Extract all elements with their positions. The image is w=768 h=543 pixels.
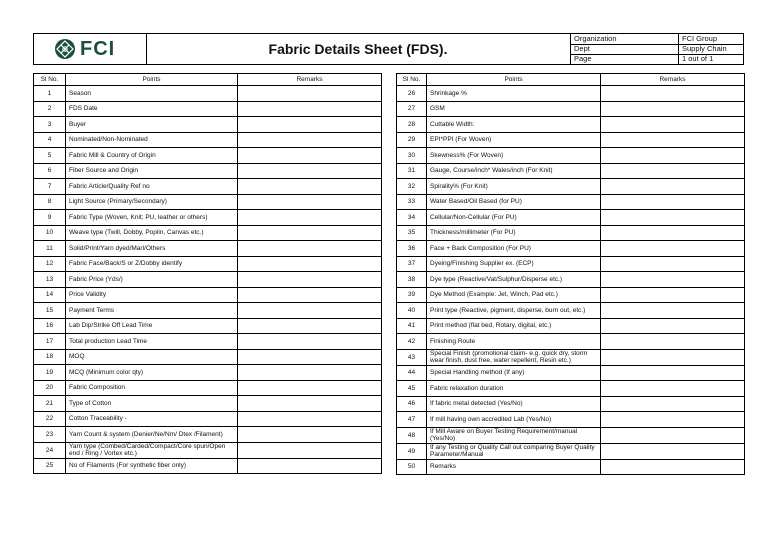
row-number: 22: [34, 411, 66, 427]
row-remarks-field[interactable]: [601, 117, 745, 133]
row-number: 9: [34, 210, 66, 226]
row-point: EPI*PPI (For Woven): [427, 132, 601, 148]
row-remarks-field[interactable]: [601, 303, 745, 319]
row-remarks-field[interactable]: [238, 225, 382, 241]
col-header-points: Points: [66, 74, 238, 86]
row-point: Fabric Mill & Country of Origin: [66, 148, 238, 164]
row-remarks-field[interactable]: [601, 396, 745, 412]
table-row: [397, 163, 745, 179]
meta-key: Dept: [574, 44, 590, 53]
row-remarks-field[interactable]: [238, 334, 382, 350]
row-point: Fabric Type (Woven, Knit; PU, leather or others): [66, 210, 238, 226]
table-row: [397, 148, 745, 164]
row-remarks-field[interactable]: [238, 349, 382, 365]
row-number: 6: [34, 163, 66, 179]
table-row: [397, 225, 745, 241]
row-point: Cuttable Width:: [427, 117, 601, 133]
meta-row-dept: [570, 44, 743, 54]
col-header-points: Points: [427, 74, 601, 86]
row-point: Fabric Price (Yds/): [66, 272, 238, 288]
table-row: [397, 241, 745, 257]
logo-cell: [34, 34, 147, 64]
row-number: 1: [34, 86, 66, 102]
table-row: [397, 365, 745, 381]
row-remarks-field[interactable]: [238, 380, 382, 396]
row-point: Buyer: [66, 117, 238, 133]
row-remarks-field[interactable]: [238, 287, 382, 303]
table-row: [397, 459, 745, 475]
row-point: Dye Method (Example: Jet, Winch, Pad etc.): [427, 287, 601, 303]
fci-logo: [54, 38, 115, 60]
table-row: [397, 349, 745, 365]
row-number: 2: [34, 101, 66, 117]
row-point: Special Handling method (If any): [427, 365, 601, 381]
table-row: [34, 163, 382, 179]
row-number: 5: [34, 148, 66, 164]
row-point: Nominated/Non-Nominated: [66, 132, 238, 148]
row-number: 20: [34, 380, 66, 396]
logo-text: FCI: [80, 37, 116, 60]
row-remarks-field[interactable]: [238, 163, 382, 179]
row-number: 27: [397, 101, 427, 117]
table-row: [34, 349, 382, 365]
table-row: [34, 210, 382, 226]
table-row: [34, 334, 382, 350]
row-remarks-field[interactable]: [238, 256, 382, 272]
meta-divider: [678, 34, 679, 64]
col-header-sl: Sl No.: [397, 74, 427, 86]
table-row: [397, 179, 745, 195]
row-point: Dye type (Reactive/Vat/Sulphur/Disperse etc.): [427, 272, 601, 288]
row-point: Print type (Reactive, pigment, disperse, burn out, etc.): [427, 303, 601, 319]
row-remarks-field[interactable]: [601, 241, 745, 257]
table-row: [397, 132, 745, 148]
row-remarks-field[interactable]: [238, 318, 382, 334]
row-remarks-field[interactable]: [238, 194, 382, 210]
row-point: Print method (flat bed, Rotary, digital, etc.): [427, 318, 601, 334]
row-number: 36: [397, 241, 427, 257]
meta-row-organization: [570, 34, 743, 44]
row-remarks-field[interactable]: [601, 148, 745, 164]
row-number: 43: [397, 349, 427, 365]
row-point: Payment Terms: [66, 303, 238, 319]
meta-row-page: [570, 54, 743, 64]
row-point: Finishing Route: [427, 334, 601, 350]
row-point: If mill having own accredited Lab (Yes/No): [427, 412, 601, 428]
row-number: 15: [34, 303, 66, 319]
row-point: If fabric metal detected (Yes/No): [427, 396, 601, 412]
table-row: [34, 132, 382, 148]
meta-value: Supply Chain: [682, 44, 727, 53]
col-header-remarks: Remarks: [601, 74, 745, 86]
row-number: 35: [397, 225, 427, 241]
table-row: [397, 117, 745, 133]
points-table-right: [396, 73, 745, 475]
document-title: Fabric Details Sheet (FDS).: [146, 34, 571, 64]
row-point: Fabric Composition: [66, 380, 238, 396]
row-point: Skewness% (For Woven): [427, 148, 601, 164]
table-row: [34, 303, 382, 319]
row-point: Dyeing/Finishing Supplier ex. (ECP): [427, 256, 601, 272]
table-row: [34, 117, 382, 133]
table-row: [397, 287, 745, 303]
table-row: [397, 412, 745, 428]
row-number: 3: [34, 117, 66, 133]
table-row: [397, 381, 745, 397]
row-point: If any Testing or Quality Call out comparing Buyer Quality Parameter/Manual: [427, 443, 601, 459]
table-row: [34, 272, 382, 288]
row-remarks-field[interactable]: [601, 256, 745, 272]
table-row: [34, 194, 382, 210]
col-header-sl: Sl No.: [34, 74, 66, 86]
row-number: 19: [34, 365, 66, 381]
table-row: [397, 210, 745, 226]
row-number: 32: [397, 179, 427, 195]
table-row: [34, 148, 382, 164]
row-remarks-field[interactable]: [601, 427, 745, 443]
row-number: 12: [34, 256, 66, 272]
table-row: [397, 303, 745, 319]
meta-key: Page: [574, 54, 592, 63]
row-number: 50: [397, 459, 427, 475]
row-point: Special Finish (promotional claim- e.g. quick dry, storm wear finish, dust free, water repellent, Resin etc.): [427, 349, 601, 365]
row-number: 41: [397, 318, 427, 334]
row-number: 38: [397, 272, 427, 288]
table-row: [34, 458, 382, 474]
row-remarks-field[interactable]: [238, 101, 382, 117]
row-remarks-field[interactable]: [601, 132, 745, 148]
row-number: 23: [34, 427, 66, 443]
table-row: [34, 225, 382, 241]
row-point: Season: [66, 86, 238, 102]
row-remarks-field[interactable]: [238, 458, 382, 474]
row-number: 26: [397, 86, 427, 102]
row-number: 30: [397, 148, 427, 164]
row-remarks-field[interactable]: [601, 225, 745, 241]
row-number: 4: [34, 132, 66, 148]
row-point: Gauge, Course/inch* Wales/inch (For Knit): [427, 163, 601, 179]
row-point: Cellular/Non-Cellular (For PU): [427, 210, 601, 226]
row-remarks-field[interactable]: [601, 163, 745, 179]
table-row: [397, 86, 745, 102]
points-table-left: [33, 73, 382, 474]
row-number: 37: [397, 256, 427, 272]
row-number: 18: [34, 349, 66, 365]
row-number: 46: [397, 396, 427, 412]
row-point: Price Validity: [66, 287, 238, 303]
row-remarks-field[interactable]: [238, 132, 382, 148]
table-row: [397, 427, 745, 443]
row-point: Shrinkage %: [427, 86, 601, 102]
row-number: 49: [397, 443, 427, 459]
table-row: [34, 396, 382, 412]
row-point: Fabric Face/Back/S or Z/Dobby identify: [66, 256, 238, 272]
row-remarks-field[interactable]: [238, 442, 382, 458]
table-row: [34, 427, 382, 443]
table-row: [397, 396, 745, 412]
row-remarks-field[interactable]: [601, 179, 745, 195]
row-number: 31: [397, 163, 427, 179]
row-number: 29: [397, 132, 427, 148]
table-row: [397, 256, 745, 272]
row-number: 40: [397, 303, 427, 319]
meta-key: Organization: [574, 34, 617, 43]
document-header: [33, 33, 744, 65]
row-remarks-field[interactable]: [238, 303, 382, 319]
row-number: 13: [34, 272, 66, 288]
table-row: [397, 318, 745, 334]
row-point: Face + Back Composition (For PU): [427, 241, 601, 257]
row-point: If Mill Aware on Buyer Testing Requirement/manual (Yes/No): [427, 427, 601, 443]
row-number: 11: [34, 241, 66, 257]
row-remarks-field[interactable]: [601, 443, 745, 459]
row-number: 39: [397, 287, 427, 303]
row-point: Yarn type (Combed/Carded/Compact/Core spun/Open end / Ring / Vortex etc.): [66, 442, 238, 458]
row-remarks-field[interactable]: [238, 411, 382, 427]
row-point: MCQ (Minimum color qty): [66, 365, 238, 381]
row-remarks-field[interactable]: [238, 365, 382, 381]
row-number: 33: [397, 194, 427, 210]
row-number: 28: [397, 117, 427, 133]
row-remarks-field[interactable]: [238, 396, 382, 412]
row-remarks-field[interactable]: [238, 148, 382, 164]
table-row: [34, 318, 382, 334]
row-point: Solid/Print/Yarn dyed/Marl/Others: [66, 241, 238, 257]
row-point: Yarn Count & system (Denier/Ne/Nm/ Dtex /Filament): [66, 427, 238, 443]
row-point: Thickness/millimeter (For PU): [427, 225, 601, 241]
row-number: 21: [34, 396, 66, 412]
row-point: Fiber Source and Origin: [66, 163, 238, 179]
row-remarks-field[interactable]: [601, 101, 745, 117]
row-number: 24: [34, 442, 66, 458]
row-point: Total production Lead Time: [66, 334, 238, 350]
row-number: 8: [34, 194, 66, 210]
row-number: 16: [34, 318, 66, 334]
row-number: 7: [34, 179, 66, 195]
row-point: No of Filaments (For synthetic fiber only): [66, 458, 238, 474]
row-remarks-field[interactable]: [238, 241, 382, 257]
table-row: [397, 101, 745, 117]
row-point: Fabric relaxation duration: [427, 381, 601, 397]
row-number: 14: [34, 287, 66, 303]
table-row: [397, 443, 745, 459]
col-header-remarks: Remarks: [238, 74, 382, 86]
row-number: 25: [34, 458, 66, 474]
table-row: [34, 101, 382, 117]
table-row: [34, 241, 382, 257]
table-row: [397, 194, 745, 210]
row-remarks-field[interactable]: [601, 210, 745, 226]
fci-logo-icon: [54, 38, 76, 60]
row-number: 45: [397, 381, 427, 397]
row-point: GSM: [427, 101, 601, 117]
row-remarks-field[interactable]: [238, 272, 382, 288]
table-row: [34, 256, 382, 272]
row-remarks-field[interactable]: [601, 412, 745, 428]
row-number: 17: [34, 334, 66, 350]
table-row: [397, 272, 745, 288]
table-row: [34, 86, 382, 102]
row-point: Fabric Article/Quality Ref no: [66, 179, 238, 195]
row-remarks-field[interactable]: [601, 365, 745, 381]
row-remarks-field[interactable]: [238, 117, 382, 133]
row-point: FDS Date: [66, 101, 238, 117]
table-row: [34, 287, 382, 303]
row-point: Lab Dip/Strike Off Lead Time: [66, 318, 238, 334]
row-point: Light Source (Primary/Secondary): [66, 194, 238, 210]
row-remarks-field[interactable]: [601, 86, 745, 102]
row-remarks-field[interactable]: [601, 349, 745, 365]
row-number: 34: [397, 210, 427, 226]
row-remarks-field[interactable]: [238, 179, 382, 195]
row-number: 10: [34, 225, 66, 241]
row-point: Remarks: [427, 459, 601, 475]
row-point: Spirality% (For Knit): [427, 179, 601, 195]
row-remarks-field[interactable]: [238, 210, 382, 226]
row-point: Weave type (Twill, Dobby, Poplin, Canvas etc.): [66, 225, 238, 241]
row-point: Cotton Traceability -: [66, 411, 238, 427]
table-row: [34, 380, 382, 396]
meta-value: FCI Group: [682, 34, 718, 43]
row-remarks-field[interactable]: [238, 427, 382, 443]
row-number: 44: [397, 365, 427, 381]
row-number: 48: [397, 427, 427, 443]
row-point: Type of Cotton: [66, 396, 238, 412]
table-row: [397, 334, 745, 350]
row-remarks-field[interactable]: [601, 334, 745, 350]
row-remarks-field[interactable]: [601, 459, 745, 475]
table-row: [34, 442, 382, 458]
row-remarks-field[interactable]: [601, 194, 745, 210]
row-remarks-field[interactable]: [601, 287, 745, 303]
meta-value: 1 out of 1: [682, 54, 714, 63]
row-remarks-field[interactable]: [238, 86, 382, 102]
row-number: 47: [397, 412, 427, 428]
row-remarks-field[interactable]: [601, 318, 745, 334]
table-row: [34, 411, 382, 427]
table-row: [34, 179, 382, 195]
row-point: Water Based/Oil Based (for PU): [427, 194, 601, 210]
row-remarks-field[interactable]: [601, 381, 745, 397]
row-number: 42: [397, 334, 427, 350]
meta-block: [570, 34, 743, 64]
row-point: MOQ: [66, 349, 238, 365]
row-remarks-field[interactable]: [601, 272, 745, 288]
table-row: [34, 365, 382, 381]
